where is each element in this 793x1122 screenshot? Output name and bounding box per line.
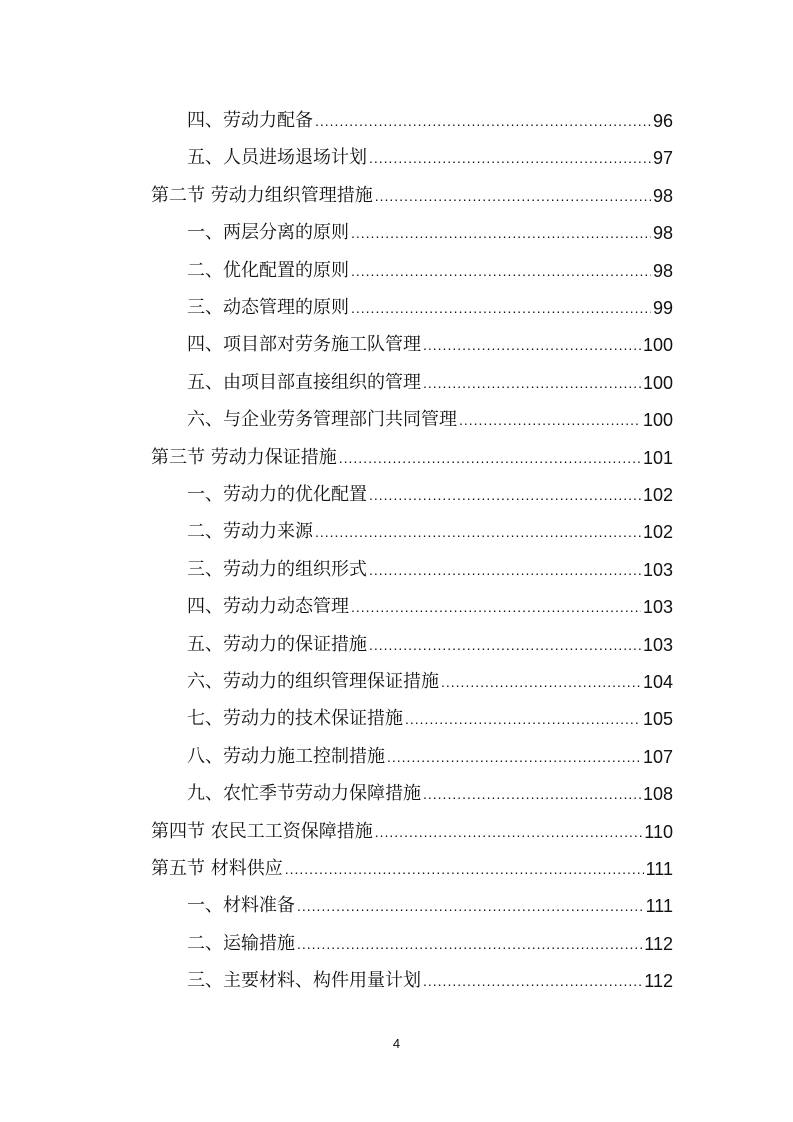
toc-entry-page: 102 [642,485,673,505]
dot-leader [351,260,651,282]
toc-entry-page: 103 [642,634,673,655]
dot-leader [375,185,651,207]
dot-leader [387,746,641,768]
dot-leader [423,372,641,394]
toc-entry[interactable] [187,513,673,543]
toc-entry-section[interactable] [151,813,673,843]
toc-entry-title: 五、由项目部直接组织的管理 [187,371,421,393]
toc-entry-page: 103 [642,597,673,618]
toc-entry-page: 107 [642,746,673,767]
toc-entry-page: 110 [644,821,673,842]
page-number: 4 [392,1036,401,1051]
toc-entry-title: 四、项目部对劳务施工队管理 [187,334,421,356]
toc-entry-title: 一、劳动力的优化配置 [187,484,367,505]
toc-entry-title: 三、动态管理的原则 [187,297,349,318]
toc-entry-title: 三、劳动力的组织形式 [187,558,367,580]
dot-leader [423,334,641,356]
toc-entry-page: 96 [652,111,673,131]
toc-entry[interactable] [187,925,673,955]
toc-entry-title: 第三节 劳动力保证措施 [151,446,337,468]
toc-entry[interactable] [187,326,673,356]
toc-entry[interactable] [187,289,673,319]
dot-leader [423,970,642,992]
dot-leader [315,521,641,543]
dot-leader [297,933,642,955]
toc-entry-title: 六、与企业劳务管理部门共同管理 [187,409,457,431]
toc-entry-section[interactable] [151,850,673,880]
toc-entry[interactable] [187,626,673,656]
toc-entry-page: 104 [642,672,673,692]
toc-entry-page: 100 [642,372,673,393]
toc-entry-title: 五、人员进场退场计划 [187,147,367,169]
toc-entry-page: 97 [652,148,673,169]
toc-entry[interactable] [187,476,673,506]
toc-entry-section[interactable] [151,177,673,207]
toc-entry-title: 第四节 农民工工资保障措施 [151,820,373,842]
toc-entry-title: 九、农忙季节劳动力保障措施 [187,783,421,805]
toc-entry-title: 八、劳动力施工控制措施 [187,745,385,767]
toc-entry-page: 98 [652,185,673,206]
toc-entry[interactable] [187,887,673,917]
toc-entry[interactable] [187,962,673,992]
toc-entry-title: 二、优化配置的原则 [187,259,349,281]
dot-leader [369,634,641,656]
toc-entry[interactable] [187,401,673,431]
toc-entry-page: 103 [642,559,673,580]
toc-entry-title: 四、劳动力动态管理 [187,596,349,618]
toc-entry-page: 100 [642,335,673,356]
toc-entry-page: 111 [645,859,673,879]
toc-entry[interactable] [187,139,673,169]
toc-entry[interactable] [187,588,673,618]
dot-leader [339,447,641,469]
dot-leader [441,671,641,693]
toc-entry[interactable] [187,252,673,282]
dot-leader [369,147,651,169]
toc-entry-title: 三、主要材料、构件用量计划 [187,970,421,992]
toc-entry-title: 四、劳动力配备 [187,110,313,131]
toc-entry[interactable] [187,102,673,132]
dot-leader [315,110,651,132]
toc-entry-page: 112 [644,933,673,954]
dot-leader [297,895,644,917]
toc-entry[interactable] [187,551,673,581]
toc-entry-title: 六、劳动力的组织管理保证措施 [187,671,439,692]
dot-leader [423,783,641,805]
dot-leader [459,409,641,431]
toc-entry-title: 第五节 材料供应 [151,858,283,879]
toc-entry-page: 112 [644,971,673,992]
dot-leader [351,222,651,244]
toc-entry-page: 102 [642,522,673,543]
toc-entry[interactable] [187,364,673,394]
toc-entry-title: 一、材料准备 [187,895,295,917]
toc-entry[interactable] [187,775,673,805]
toc-entry-page: 99 [652,298,673,318]
toc-entry-page: 98 [652,223,673,244]
toc-entry[interactable] [187,214,673,244]
dot-leader [351,596,641,618]
dot-leader [369,484,641,506]
toc-entry-page: 111 [645,896,673,917]
toc-entry-page: 108 [642,784,673,805]
toc-entry-title: 二、运输措施 [187,932,295,954]
toc-entry[interactable] [187,700,673,730]
toc-entry-title: 七、劳动力的技术保证措施 [187,708,403,730]
toc-entry-title: 五、劳动力的保证措施 [187,633,367,655]
toc-entry-title: 第二节 劳动力组织管理措施 [151,184,373,206]
toc-entry-page: 101 [642,447,673,468]
toc-entry-page: 105 [642,709,673,730]
toc-entry[interactable] [187,738,673,768]
dot-leader [375,821,643,843]
toc-entry-title: 二、劳动力来源 [187,521,313,543]
toc-entry-page: 100 [642,410,673,431]
dot-leader [369,559,641,581]
toc-entry-section[interactable] [151,439,673,469]
toc-entry-title: 一、两层分离的原则 [187,222,349,244]
dot-leader [285,858,644,880]
toc-entry-page: 98 [652,260,673,281]
dot-leader [405,708,641,730]
toc-entry[interactable] [187,663,673,693]
dot-leader [351,297,651,319]
